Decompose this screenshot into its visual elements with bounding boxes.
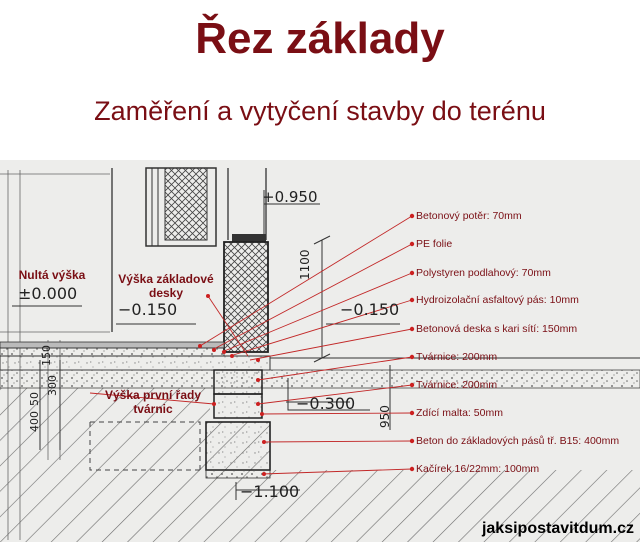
dim-300: 300 [46, 375, 59, 396]
layer-label-polystyrene: Polystyren podlahový: 70mm [416, 267, 551, 279]
level-minus-1100: −1.100 [240, 482, 300, 501]
gravel-layer [0, 370, 640, 388]
window-sill [232, 234, 266, 242]
website-label: jaksipostavitdum.cz [481, 520, 634, 537]
block-row-2 [214, 394, 262, 418]
dim-400: 400 [28, 411, 41, 432]
dim-950: 950 [378, 405, 392, 428]
section-svg [0, 160, 640, 542]
foundation-strip [206, 422, 270, 470]
level-minus-0300: −0.300 [296, 394, 356, 413]
level-minus-0150-left: −0.150 [118, 300, 178, 319]
level-minus-0150-right: −0.150 [340, 300, 400, 319]
dim-50: 50 [28, 392, 41, 406]
level-zero: ±0.000 [18, 284, 78, 303]
layer-label-foundation-concrete: Beton do základových pásů tř. B15: 400mm [416, 435, 620, 447]
note-zero-height: Nultá výška [18, 268, 86, 282]
layer-label-screed: Betonový potěr: 70mm [416, 210, 522, 222]
layer-label-gravel: Kačírek 16/22mm: 100mm [416, 463, 540, 475]
layer-label-waterproofing: Hydroizolační asfaltový pás: 10mm [416, 294, 579, 306]
slide-title: Řez základy [195, 14, 445, 63]
polystyrene-layer [0, 348, 224, 356]
layer-label-block-2: Tvárnice: 200mm [416, 379, 498, 391]
screed-layer [0, 342, 224, 348]
layer-label-pe-foil: PE folie [416, 238, 453, 250]
slide-subtitle: Zaměření a vytyčení stavby do terénu [94, 96, 546, 126]
dim-1100: 1100 [298, 249, 312, 280]
block-row-1 [214, 370, 262, 394]
level-plus-0950: +0.950 [262, 188, 318, 206]
layer-label-concrete-slab: Betonová deska s kari sítí: 150mm [416, 323, 578, 335]
foundation-section-drawing [0, 160, 640, 542]
layer-label-block-1: Tvárnice: 200mm [416, 351, 498, 363]
gravel-bed [206, 470, 270, 478]
layer-label-mortar: Zdící malta: 50mm [416, 407, 503, 419]
note-slab-height: Výška základové desky [118, 272, 214, 300]
dim-150: 150 [40, 345, 53, 366]
note-first-row-height: Výška první řady tvárnic [104, 388, 202, 416]
